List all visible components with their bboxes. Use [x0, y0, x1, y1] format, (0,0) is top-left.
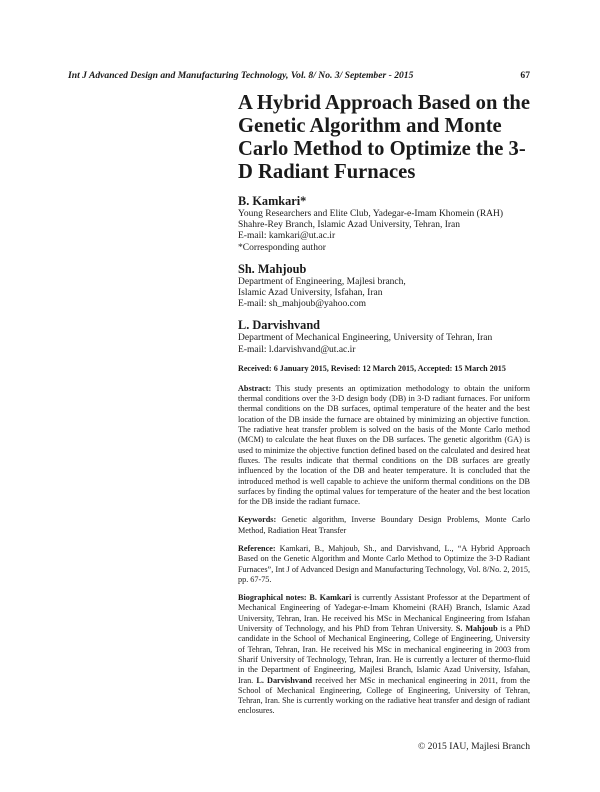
copyright-notice: © 2015 IAU, Majlesi Branch: [417, 741, 530, 752]
reference-text: Kamkari, B., Mahjoub, Sh., and Darvishvand, L., “A Hybrid Approach Based on the Genetic Algorithm and Monte Carlo Method to Optimize the 3-D Radiant Furnaces”, Int J of Advanced Design and Manufacturing Technology, Vol. 8/No. 2, 2015, pp. 67-75.: [238, 543, 530, 584]
bio-text-darvishvand: received her MSc in mechanical engineering in 2011, from the School of Mechanical Engineering, College of Engineering, University of Tehran, Tehran, Iran. She is currently working on the radiative heat transfer and design of radiant enclosures.: [238, 675, 530, 716]
affiliation-line: Department of Mechanical Engineering, University of Tehran, Iran: [238, 333, 493, 344]
keywords: [238, 515, 530, 536]
bio-label: Biographical notes:: [238, 593, 307, 603]
page-number: 67: [520, 70, 530, 81]
author-2: [238, 262, 530, 311]
bio-name-kamkari: B. Kamkari: [309, 593, 352, 603]
received-dates: Received: 6 January 2015, Revised: 12 March 2015, Accepted: 15 March 2015: [238, 363, 506, 373]
article-front-matter: [238, 92, 530, 725]
bio-name-mahjoub: S. Mahjoub: [455, 624, 498, 634]
journal-citation: Int J Advanced Design and Manufacturing Technology, Vol. 8/ No. 3/ September - 2015: [68, 70, 414, 81]
affiliation-line: Shahre-Rey Branch, Islamic Azad University, Tehran, Iran: [238, 220, 460, 231]
running-header: [68, 70, 530, 81]
author-email: E-mail: sh_mahjoub@yahoo.com: [238, 299, 367, 310]
keywords-text: Genetic algorithm, Inverse Boundary Design Problems, Monte Carlo Method, Radiation Heat Transfer: [238, 515, 531, 535]
bio-name-darvishvand: L. Darvishvand: [256, 675, 313, 685]
corresponding-note: *Corresponding author: [238, 242, 326, 253]
reference: [238, 544, 530, 585]
author-name: Sh. Mahjoub: [238, 261, 307, 276]
reference-label: Reference:: [238, 543, 276, 553]
affiliation-line: Department of Engineering, Majlesi branch,: [238, 276, 406, 287]
author-email: E-mail: l.darvishvand@ut.ac.ir: [238, 344, 356, 355]
article-title: A Hybrid Approach Based on the Genetic Algorithm and Monte Carlo Method to Optimize the 3-D Radiant Furnaces: [238, 92, 531, 183]
author-name: L. Darvishvand: [238, 318, 321, 333]
biographical-notes: [238, 593, 530, 717]
affiliation-line: Young Researchers and Elite Club, Yadegar-e-Imam Khomein (RAH): [238, 209, 504, 219]
keywords-label: Keywords:: [238, 515, 277, 525]
author-email: E-mail: kamkari@ut.ac.ir: [238, 231, 336, 242]
bio-text-mahjoub: is a PhD candidate in the School of Mechanical Engineering, College of Engineering, University of Tehran, Tehran, Iran. He received his MSc in mechanical engineering in 2003 from Sharif University of Technology, Tehran, Iran. He is currently a lecturer of thermo-fluid in the Department of Engineering, Majlesi Branch, Islamic Azad University, Isfahan, Iran.: [238, 624, 531, 685]
affiliation-line: Islamic Azad University, Isfahan, Iran: [238, 288, 383, 299]
author-3: [238, 318, 530, 355]
abstract-text: This study presents an optimization methodology to obtain the uniform thermal conditions over the 3-D design body (DB) in 3-D radiant furnaces. For uniform thermal conditions on the DB surfaces, optimal temperature of the heater and the best location of the DB inside the furnace are obtained by minimizing an objective function. The radiative heat transfer problem is solved on the basis of the Monte Carlo method (MCM) to calculate the heat fluxes on the DB surfaces. The genetic algorithm (GA) is used to minimize the objective function defined based on the calculated and desired heat fluxes. The results indicate that thermal conditions on the DB surfaces are greatly influenced by the location of the DB and heater temperature. It is concluded that the introduced method is well capable to achieve the uniform thermal conditions on the DB surfaces by finding the optimal values for temperature of the heater and the best location for the DB inside the radiant furnace.: [238, 383, 530, 507]
abstract-label: Abstract:: [238, 383, 272, 393]
abstract: [238, 384, 530, 508]
author-1: [238, 194, 530, 254]
author-name: B. Kamkari*: [238, 194, 307, 208]
bio-text-kamkari: is currently Assistant Professor at the Department of Mechanical Engineering of Yadegar-e-Imam Khomeini (RAH) Branch, Islamic Azad University, Tehran, Iran. He received his MSc in Mechanical Engineering from Isfahan University of Technology, and his PhD from Tehran University.: [238, 593, 531, 634]
